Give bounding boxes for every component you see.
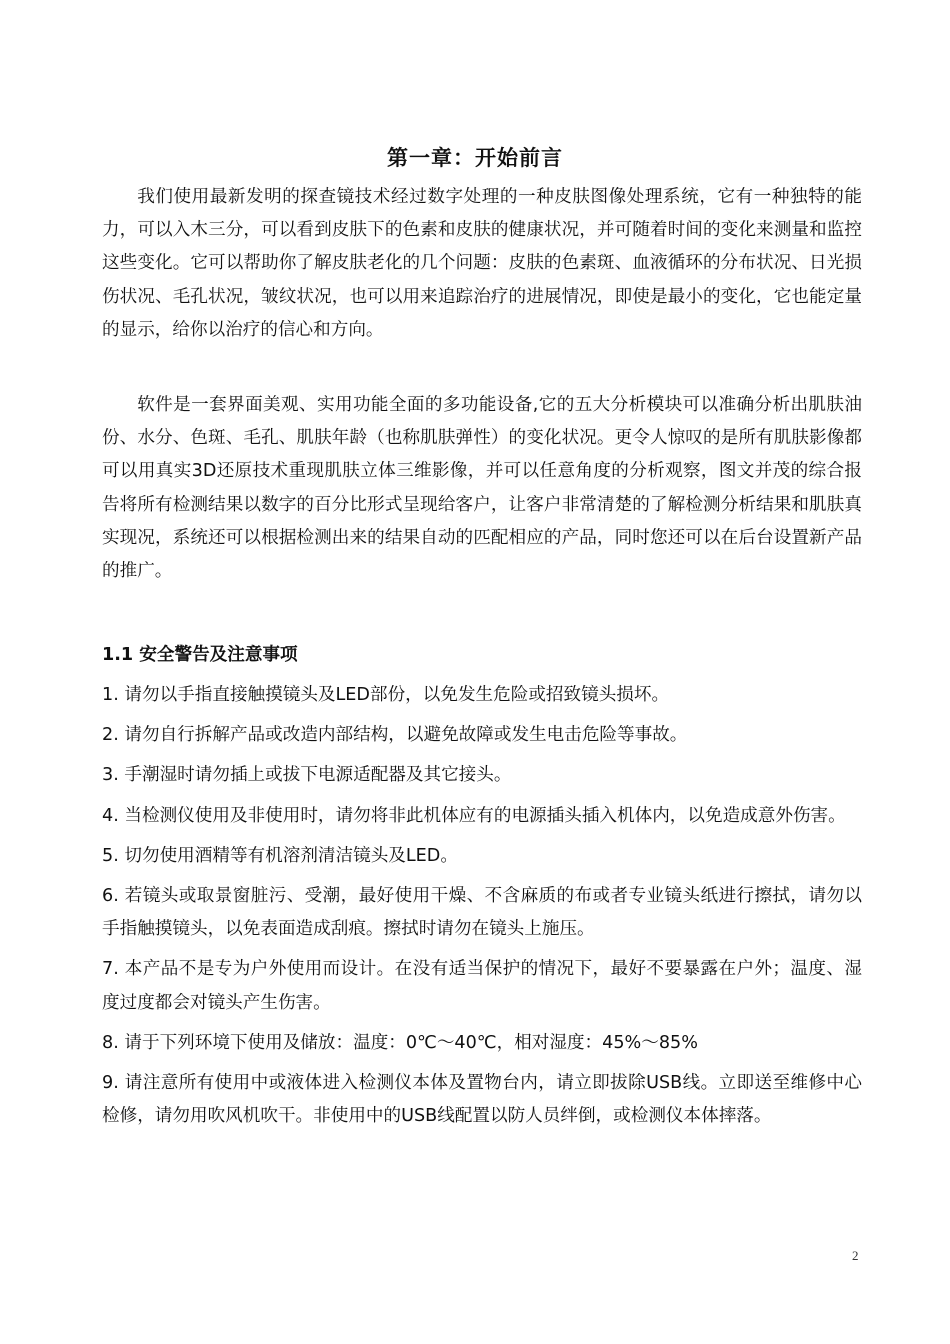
warning-item: 2. 请勿自行拆解产品或改造内部结构，以避免故障或发生电击危险等事故。 [102, 725, 688, 746]
intro-paragraph-1 [102, 181, 862, 347]
warning-item: 4. 当检测仪使用及非使用时，请勿将非此机体应有的电源插头插入机体内，以免造成意外伤害。 [102, 805, 846, 826]
warning-item: 7. 本产品不是专为户外使用而设计。在没有适当保护的情况下，最好不要暴露在户外；温度、湿度过度都会对镜头产生伤害。 [102, 959, 862, 1013]
warning-item: 5. 切勿使用酒精等有机溶剂清洁镜头及LED。 [102, 845, 458, 866]
warning-item: 8. 请于下列环境下使用及储放：温度：0℃～40℃，相对湿度：45%～85% [102, 1032, 698, 1053]
warning-item: 9. 请注意所有使用中或液体进入检测仪本体及置物台内，请立即拔除USB线。立即送至维修中心检修，请勿用吹风机吹干。非使用中的USB线配置以防人员绊倒，或检测仪本体摔落。 [102, 1073, 862, 1127]
section-heading: 1.1 安全警告及注意事项 [102, 645, 298, 665]
warning-item: 3. 手潮湿时请勿插上或拔下电源适配器及其它接头。 [102, 765, 512, 786]
warning-item: 1. 请勿以手指直接触摸镜头及LED部份，以免发生危险或招致镜头损坏。 [102, 685, 670, 705]
warning-item: 6. 若镜头或取景窗脏污、受潮，最好使用干燥、不含麻质的布或者专业镜头纸进行擦拭，请勿以手指触摸镜头，以免表面造成刮痕。擦拭时请勿在镜头上施压。 [102, 886, 862, 940]
safety-warning-list [102, 679, 862, 1140]
intro-paragraph-2 [102, 389, 862, 588]
page-number: 2 [852, 1248, 859, 1263]
paragraph-text: 软件是一套界面美观、实用功能全面的多功能设备,它的五大分析模块可以准确分析出肌肤油份、水分、色斑、毛孔、肌肤年龄（也称肌肤弹性）的变化状况。更令人惊叹的是所有肌肤影像都可以用真实3D还原技术重现肌肤立体三维影像，并可以任意角度的分析观察，图文并茂的综合报告将所有检测结果以数字的百分比形式呈现给客户，让客户非常清楚的了解检测分析结果和肌肤真实现况，系统还可以根据检测出来的结果自动的匹配相应的产品，同时您还可以在后台设置新产品的推广。 [102, 395, 862, 582]
chapter-title: 第一章：开始前言 [387, 146, 563, 170]
paragraph-text: 我们使用最新发明的探查镜技术经过数字处理的一种皮肤图像处理系统，它有一种独特的能力，可以入木三分，可以看到皮肤下的色素和皮肤的健康状况，并可随着时间的变化来测量和监控这些变化。它可以帮助你了解皮肤老化的几个问题：皮肤的色素斑、血液循环的分布状况、日光损伤状况、毛孔状况，皱纹状况，也可以用来追踪治疗的进展情况，即使是最小的变化，它也能定量的显示，给你以治疗的信心和方向。 [102, 187, 862, 340]
